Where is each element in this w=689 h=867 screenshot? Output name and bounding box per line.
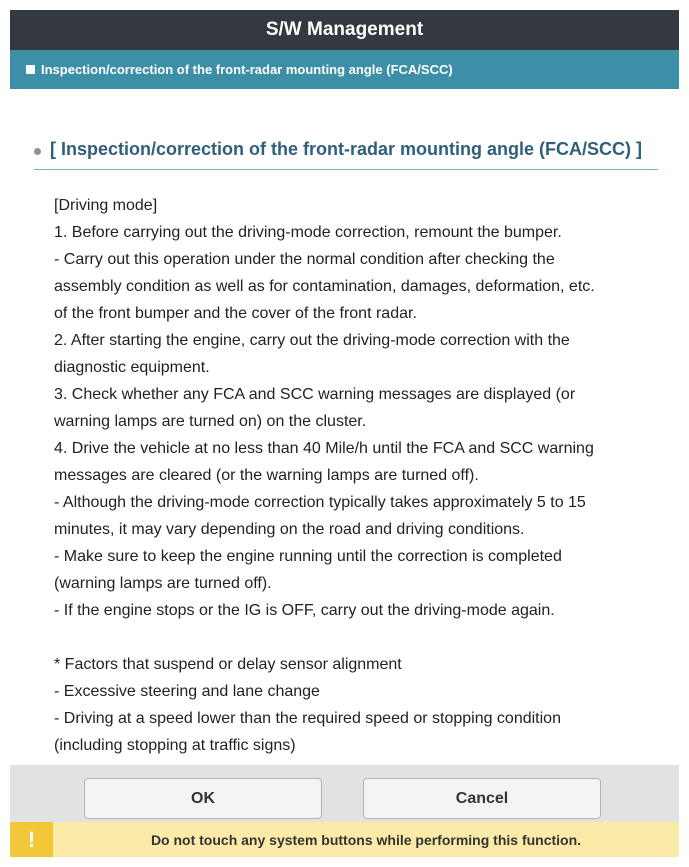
sw-management-dialog <box>10 10 679 857</box>
warning-bar <box>10 822 679 857</box>
instruction-line: of the front bumper and the cover of the front radar. <box>54 305 417 322</box>
section-heading-text: [ Inspection/correction of the front-radar mounting angle (FCA/SCC) ] <box>50 139 642 159</box>
instruction-line: - Although the driving-mode correction typically takes approximately 5 to 15 <box>54 494 586 511</box>
instruction-line: minutes, it may vary depending on the road and driving conditions. <box>54 521 525 538</box>
instruction-line: warning lamps are turned on) on the cluster. <box>54 413 367 430</box>
square-bullet-icon <box>26 65 35 74</box>
subheader-bar <box>10 50 679 89</box>
instruction-line: - If the engine stops or the IG is OFF, carry out the driving-mode again. <box>54 602 555 619</box>
dialog-title: S/W Management <box>10 10 679 50</box>
instruction-line: - Driving at a speed lower than the required speed or stopping condition <box>54 710 561 727</box>
instruction-line: 3. Check whether any FCA and SCC warning messages are displayed (or <box>54 386 576 403</box>
instruction-line: 4. Drive the vehicle at no less than 40 Mile/h until the FCA and SCC warning <box>54 440 594 457</box>
instruction-text <box>54 192 664 759</box>
blank-line <box>54 624 664 651</box>
instruction-line: - Carry out this operation under the normal condition after checking the <box>54 251 555 268</box>
cancel-button[interactable]: Cancel <box>363 778 601 819</box>
instruction-line: [Driving mode] <box>54 197 158 214</box>
instruction-line: - Excessive steering and lane change <box>54 683 320 700</box>
ok-button[interactable]: OK <box>84 778 322 819</box>
instruction-line: 1. Before carrying out the driving-mode correction, remount the bumper. <box>54 224 562 241</box>
instruction-line: messages are cleared (or the warning lamps are turned off). <box>54 467 479 484</box>
warning-icon: ! <box>10 822 53 857</box>
instruction-line: - Make sure to keep the engine running until the correction is completed <box>54 548 562 565</box>
content-area[interactable] <box>10 89 679 765</box>
instruction-line: * Factors that suspend or delay sensor alignment <box>54 656 402 673</box>
instruction-line: (warning lamps are turned off). <box>54 575 272 592</box>
instruction-line: (including stopping at traffic signs) <box>54 737 296 754</box>
instruction-line: assembly condition as well as for contamination, damages, deformation, etc. <box>54 278 595 295</box>
bullet-dot-icon <box>34 148 41 155</box>
button-bar <box>10 765 679 822</box>
warning-message: Do not touch any system buttons while performing this function. <box>150 831 582 848</box>
subheader-text: Inspection/correction of the front-radar mounting angle (FCA/SCC) <box>41 62 453 77</box>
section-heading <box>34 139 658 170</box>
instruction-line: diagnostic equipment. <box>54 359 210 376</box>
instruction-line: 2. After starting the engine, carry out the driving-mode correction with the <box>54 332 570 349</box>
